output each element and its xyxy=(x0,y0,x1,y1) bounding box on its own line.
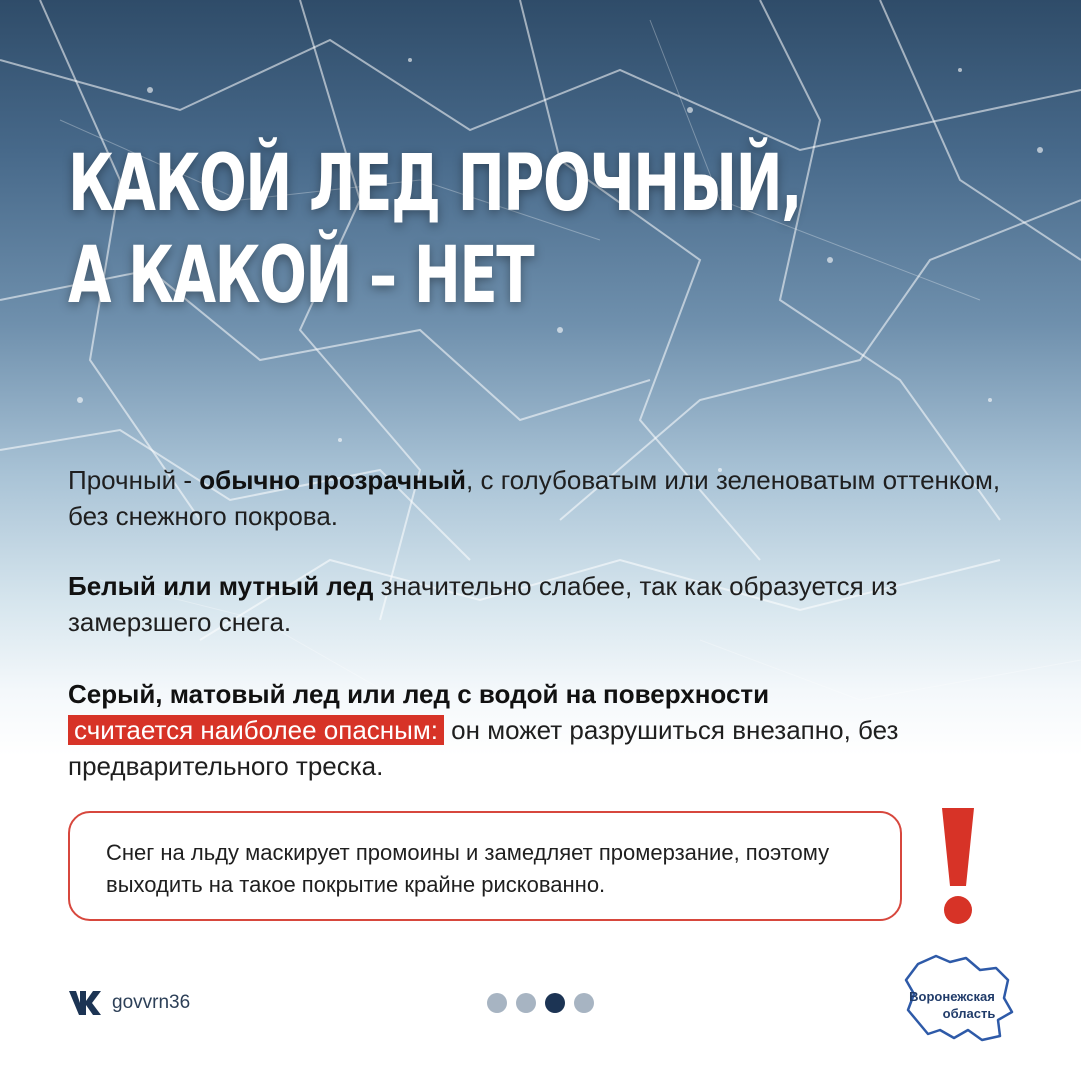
paragraph-text: , с голубоватым или зеленоватым оттенком, без снежного покрова. xyxy=(68,465,1001,531)
paragraph-bold: обычно прозрачный xyxy=(199,465,467,495)
pagination-dot-3[interactable] xyxy=(545,993,565,1013)
vk-icon[interactable] xyxy=(68,990,102,1016)
paragraph-bold: Серый, матовый лед или лед с водой на поверхности xyxy=(68,679,770,709)
page-title xyxy=(68,138,801,322)
highlight-danger: считается наиболее опасным: xyxy=(68,715,444,745)
pagination-dot-2[interactable] xyxy=(516,993,536,1013)
warning-note-box xyxy=(68,811,902,921)
warning-note-text: Снег на льду маскирует промоины и замедляет промерзание, поэтому выходить на такое покрытие крайне рискованно. xyxy=(106,840,830,897)
pagination-dot-4[interactable] xyxy=(574,993,594,1013)
pagination-dot-1[interactable] xyxy=(487,993,507,1013)
social-handle[interactable]: govvrn36 xyxy=(112,992,191,1013)
pagination-dots xyxy=(487,993,597,1015)
paragraph-text: Прочный - xyxy=(68,465,200,495)
exclamation-icon xyxy=(928,800,988,930)
title-line-2: А КАКОЙ – НЕТ xyxy=(68,231,534,321)
region-logo-line-2: область xyxy=(942,1006,996,1021)
paragraph-white-ice xyxy=(68,568,1028,640)
region-logo-text xyxy=(896,988,1008,1022)
paragraph-text: значительно слабее, так как образуется из замерзшего снега. xyxy=(68,571,898,637)
title-line-1: КАКОЙ ЛЕД ПРОЧНЫЙ, xyxy=(68,139,802,229)
paragraph-grey-ice xyxy=(68,676,1028,784)
paragraph-bold: Белый или мутный лед xyxy=(68,571,374,601)
paragraph-strong-ice xyxy=(68,462,1028,534)
paragraph-text: он может разрушиться внезапно, без предварительного треска. xyxy=(68,715,899,781)
region-logo-line-1: Воронежская xyxy=(909,989,995,1004)
